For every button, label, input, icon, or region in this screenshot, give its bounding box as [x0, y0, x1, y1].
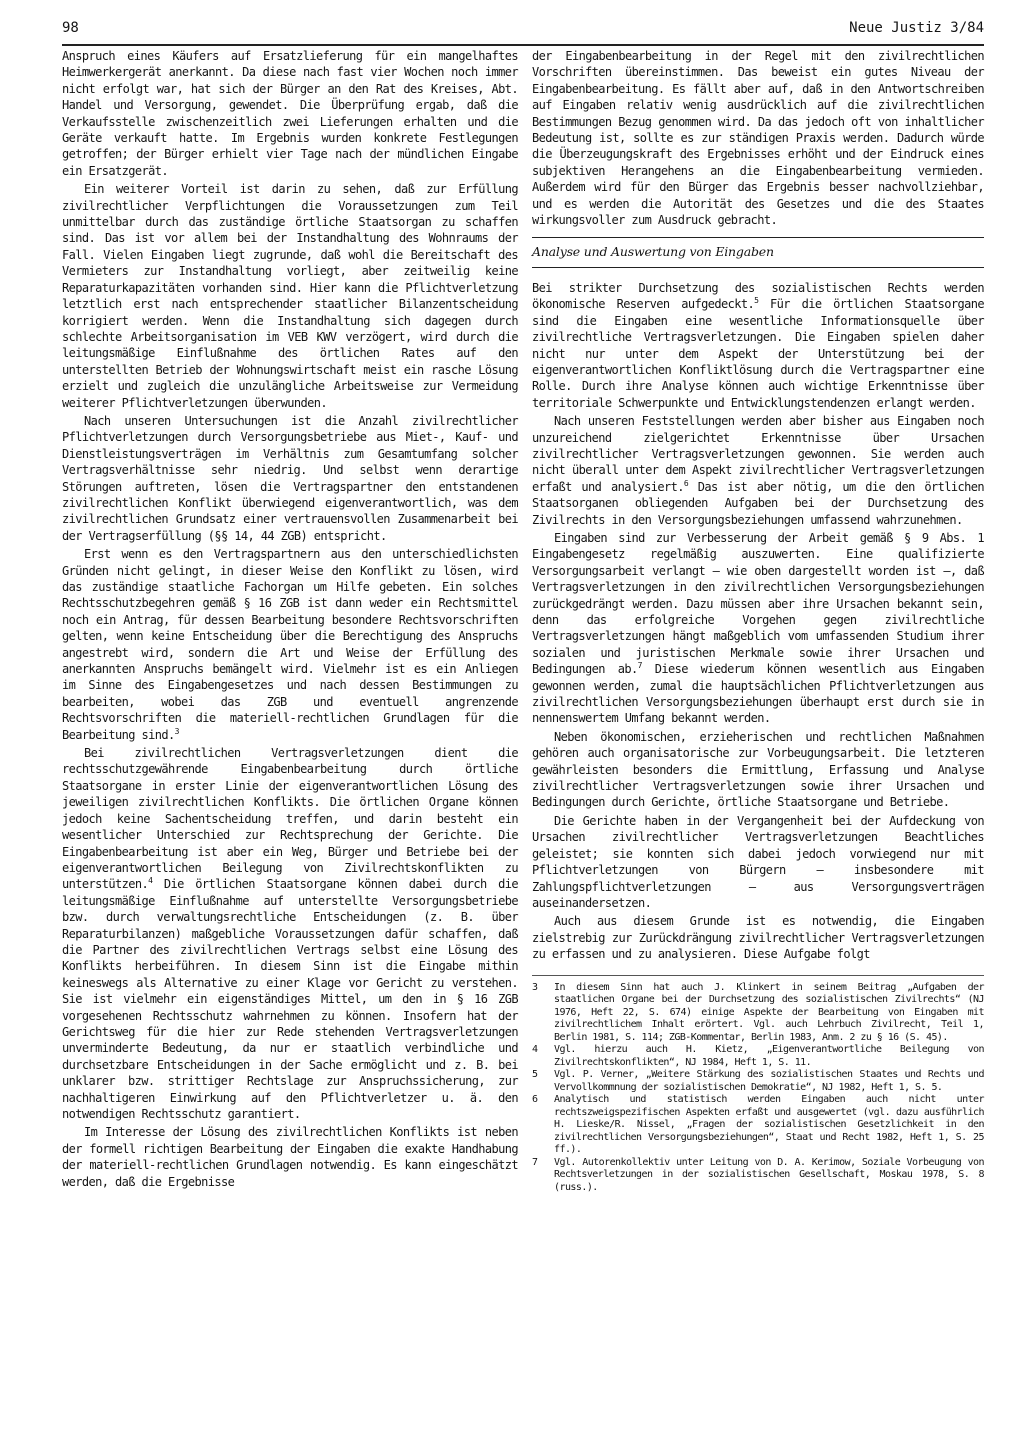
paragraph: Die Gerichte haben in der Vergangenheit bei der Aufdeckung von Ursachen zivilrechtlicher Vertragsverletzungen Beachtliches geleistet; sie konnten sich dabei jedoch vorwiegend nur mit Pflichtverletzungen von Bürgern – insbesondere mit Zahlungspflichtverletzungen – aus Versorgungsverträgen auseinandersetzen.: [532, 813, 984, 910]
footnote: [532, 1069, 984, 1094]
paragraph: [62, 745, 518, 1122]
paragraph-text: Bei zivilrechtlichen Vertragsverletzungen dient die rechtsschutzgewährende Eingabenbearbeitung durch örtliche Staatsorgane in erster Linie der eigenverantwortlichen Lösung des jeweiligen zivilrechtlichen Konflikts. Die örtlichen Organe können jedoch keine Sachentscheidung treffen, und darin besteht ein wesentlicher Unterschied zur Rechtsprechung der Gerichte. Die Eingabenbearbeitung ist aber ein Weg, Bürger und Betriebe bei der eigenverantwortlichen Beilegung von Zivilrechtskonflikten zu unterstützen.: [62, 746, 518, 892]
paragraph-text: Bei strikter Durchsetzung des sozialistischen Rechts werden ökonomische Reserven aufgedeckt.: [532, 280, 984, 312]
footnote-number: 5: [532, 1069, 538, 1081]
footnote-text: Vgl. hierzu auch H. Kietz, „Eigenverantwortliche Beilegung von Zivilrechtskonflikten“, NJ 1984, Heft 1, S. 11.: [554, 1044, 984, 1068]
footnote-text: Analytisch und statistisch werden Eingaben auch nicht unter rechtszweigspezifischen Aspekten erfaßt und ausgewertet (vgl. dazu ausführlich H. Lieske/R. Nissel, „Fragen der sozialistischen Gesetzlichkeit in den zivilrechtlichen Versorgungsbeziehungen“, Staat und Recht 1982, Heft 1, S. 25 ff.).: [554, 1094, 984, 1156]
page-header: [62, 14, 984, 46]
footnote-ref[interactable]: 7: [637, 661, 642, 671]
footnote-text: In diesem Sinn hat auch J. Klinkert in seinem Beitrag „Aufgaben der staatlichen Organe bei der Durchsetzung des sozialistischen Zivilrechts“ (NJ 1976, Heft 22, S. 674) einige Aspekte der Bearbeitung von Eingaben mit zivilrechtlichem Inhalt erörtert. Vgl. auch Lehrbuch Zivilrecht, Teil 1, Berlin 1981, S. 114; ZGB-Kommentar, Berlin 1983, Anm. 2 zu § 16 (S. 45).: [554, 981, 984, 1043]
paragraph: der Eingabenbearbeitung in der Regel mit den zivilrechtlichen Vorschriften übereinstimmen. Das beweist ein gutes Niveau der Eingabenbearbeitung. Es fällt aber auf, daß in den Antwortschreiben auf Eingaben relativ wenig ausdrücklich auf die zivilrechtlichen Bestimmungen Bezug genommen wird. Da das jedoch oft von inhaltlicher Bedeutung ist, sollte es zur ständigen Praxis werden. Dadurch würde die Überzeugungskraft des Ergebnisses erhöht und der Eindruck eines subjektiven Herangehens an die Eingabenbearbeitung vermieden. Außerdem wird für den Bürger das Ergebnis besser nachvollziehbar, und es werden die Autorität des Gesetzes und die des Staates wirkungsvoller zum Ausdruck gebracht.: [532, 49, 984, 228]
paragraph-text: Eingaben sind zur Verbesserung der Arbeit gemäß § 9 Abs. 1 Eingabengesetz regelmäßig auszuwerten. Eine qualifizierte Versorgungsarbeit verlangt – wie oben dargestellt worden ist –, daß Vertragsverletzungen in den zivilrechtlichen Versorgungsbeziehungen zurückgedrängt werden. Dazu müssen aber ihre Ursachen bekannt sein, denn das erfolgreiche Vorgehen gegen zivilrechtliche Vertragsverletzungen hängt maßgeblich vom umfassenden Studium ihrer sozialen und juristischen Merkmale sowie ihrer Ursachen und Bedingungen ab.: [532, 530, 984, 677]
footnote-number: 6: [532, 1094, 538, 1106]
footnote-ref[interactable]: 6: [683, 478, 689, 488]
footnote: [532, 1157, 984, 1195]
paragraph: Im Interesse der Lösung des zivilrechtlichen Konflikts ist neben der formell richtigen Bearbeitung der Eingaben die exakte Handhabung der materiell-rechtlichen Grundlagen notwendig. Es kann eingeschätzt werden, daß die Ergebnisse: [62, 1125, 518, 1189]
paragraph: Auch aus diesem Grunde ist es notwendig, die Eingaben zielstrebig zur Zurückdrängung zivilrechtlicher Vertragsverletzungen zu erfassen und zu analysieren. Diese Aufgabe folgt: [532, 914, 984, 962]
footnote-ref[interactable]: 4: [148, 876, 153, 886]
paragraph-text: Die örtlichen Staatsorgane können dabei durch die leitungsmäßige Einflußnahme auf unterstellte Versorgungsbetriebe bzw. durch verwaltungsrechtliche Entscheidungen (z. B. über Reparaturbilanzen) maßgebliche Voraussetzungen dafür schaffen, daß die Partner des zivilrechtlichen Vertrags selbst eine Lösung des Konflikts herbeiführen. In diesem Sinn ist die Eingabe mithin keineswegs als Alternative zu einer Klage vor Gericht zu verstehen. Sie ist vielmehr ein eigenständiges Mittel, um den in § 16 ZGB vorgesehenen Rechtsschutz wahrnehmen zu können. Insofern hat der Gerichtsweg für die hier zur Rede stehenden Vertragsverletzungen unverminderte Bedeutung, da nur er staatlich verbindliche und durchsetzbare Entscheidungen in der Sache ermöglicht und z. B. bei unklarer bzw. strittiger Rechtslage zur Anspruchssicherung, zur nachhaltigeren Einwirkung auf den Pflichtverletzer u. ä. den notwendigen Rechtsschutz garantiert.: [62, 877, 518, 1121]
footnote: [532, 1094, 984, 1157]
footnote-number: 4: [532, 1044, 538, 1056]
paragraph: [532, 280, 984, 411]
footnotes: [532, 975, 984, 1195]
paragraph: Neben ökonomischen, erzieherischen und rechtlichen Maßnahmen gehören auch organisatorische zur Vorbeugungsarbeit. Die letzteren gewährleisten besonders die Ermittlung, Erfassung und Analyse zivilrechtlicher Vertragsverletzungen sowie ihrer Ursachen und Bedingungen durch Gerichte, örtliche Staatsorgane und Betriebe.: [532, 729, 984, 810]
footnote-ref[interactable]: 5: [754, 296, 759, 306]
footnote-text: Vgl. P. Verner, „Weitere Stärkung des sozialistischen Staates und Rechts und Vervollkommnung der sozialistischen Demokratie“, NJ 1982, Heft 1, S. 5.: [554, 1069, 984, 1093]
paragraph-text: Erst wenn es den Vertragspartnern aus den unterschiedlichsten Gründen nicht gelingt, in dieser Weise den Konflikt zu lösen, wird das zuständige staatliche Fachorgan um Hilfe gebeten. Ein solches Rechtsschutzbegehren gemäß § 16 ZGB ist dann weder ein Rechtsmittel noch ein Antrag, für dessen Bearbeitung besondere Rechtsvorschriften gelten, wenn keine Entscheidung über die Berechtigung des Anspruchs angestrebt wird, sondern die Art und Weise der Erfüllung des anerkannten Anspruchs bemängelt wird. Vielmehr ist es ein Anliegen im Sinne des Eingabengesetzes und nach dessen Bestimmungen zu bearbeiten, wobei das ZGB und eventuell angrenzende Rechtsvorschriften die materiell-rechtlichen Grundlagen für die Bearbeitung sind.: [62, 547, 518, 742]
footnote: [532, 1044, 984, 1069]
paragraph: Ein weiterer Vorteil ist darin zu sehen, daß zur Erfüllung zivilrechtlicher Verpflichtungen die Voraussetzungen zum Teil unmittelbar durch das zuständige örtliche Staatsorgan zu schaffen sind. Das ist vor allem bei der Instandhaltung des Wohnraums der Fall. Vielen Eingaben liegt zugrunde, daß wohl die Bereitschaft des Vermieters zur Instandhaltung vorliegt, aber zeitweilig keine Reparaturkapazitäten vorhanden sind. Hier kann die Pflichtverletzung letztlich erst nach entsprechender staatlicher Bilanzentscheidung korrigiert werden. Wenn die Instandhaltung sich dagegen durch schlechte Arbeitsorganisation im VEB KWV verzögert, wird durch die leitungsmäßige Einflußnahme des örtlichen Rates auf den unterstellten Betrieb der Wohnungswirtschaft meist ein rasche Lösung erzielt und zugleich die unzulängliche Arbeitsweise zur Vermeidung weiterer Pflichtverletzungen überwunden.: [62, 182, 518, 410]
paragraph-text: Nach unseren Feststellungen werden aber bisher aus Eingaben noch unzureichend zielgerichtet Erkenntnisse über Ursachen zivilrechtlicher Vertragsverletzungen gewonnen. Sie werden auch nicht überall unter dem Aspekt zivilrechtlicher Vertragsverletzungen erfaßt und analysiert.: [532, 414, 984, 494]
left-column: [62, 48, 518, 1190]
footnote-ref[interactable]: 3: [174, 726, 179, 736]
paragraph: Nach unseren Untersuchungen ist die Anzahl zivilrechtlicher Pflichtverletzungen durch Versorgungsbetriebe aus Miet-, Kauf- und Dienstleistungsverträgen im Verhältnis zum Gesamtumfang solcher Vertragsverhältnisse sehr niedrig. Und selbst wenn derartige Störungen auftreten, lösen die Vertragspartner den entstandenen zivilrechtlichen Konflikt überwiegend eigenverantwortlich, was dem zivilrechtlichen Grundsatz einer vertrauensvollen Zusammenarbeit bei der Vertragserfüllung (§§ 14, 44 ZGB) entspricht.: [62, 413, 518, 543]
paragraph: Anspruch eines Käufers auf Ersatzlieferung für ein mangelhaftes Heimwerkergerät anerkannt. Da diese nach fast vier Wochen noch immer nicht erfolgt war, hat sich der Bürger an den Rat des Kreises, Abt. Handel und Versorgung, gewendet. Die Überprüfung ergab, daß die Verkaufsstelle zwischenzeitlich zwei Lieferungen erhalten und die Geräte verkauft hatte. Im Ergebnis wurden konkrete Festlegungen getroffen; der Bürger erhielt vier Tage nach der mündlichen Eingabe ein Ersatzgerät.: [62, 49, 518, 178]
journal-issue: Neue Justiz 3/84: [849, 20, 984, 36]
page-number: 98: [62, 20, 79, 36]
section-heading: Analyse und Auswertung von Eingaben: [532, 237, 984, 267]
paragraph: [532, 413, 984, 528]
footnote-number: 7: [532, 1156, 538, 1168]
paragraph-text: Das ist aber nötig, um die den örtlichen Staatsorganen obliegenden Aufgaben bei der Durchsetzung des Zivilrechts in den Versorgungsbeziehungen umfassend wahrzunehmen.: [532, 479, 984, 527]
footnote: [532, 982, 984, 1045]
footnote-number: 3: [532, 981, 538, 993]
right-column: [532, 48, 984, 1194]
paragraph-text: Diese wiederum können wesentlich aus Eingaben gewonnen werden, zumal die hauptsächlichen Pflichtverletzungen aus zivilrechtlichen Versorgungsbeziehungen überhaupt erst durch sie in nennenswertem Umfang bekannt werden.: [532, 662, 984, 726]
paragraph-text: Für die örtlichen Staatsorgane sind die Eingaben eine wesentliche Informationsquelle über zivilrechtliche Vertragsverletzungen. Die Eingaben spielen daher nicht nur unter dem Aspekt der Unterstützung bei der eigenverantwortlichen Konfliktlösung durch die Vertragspartner eine Rolle. Durch ihre Analyse können auch wichtige Erkenntnisse über territoriale Schwerpunkte und Entwicklungstendenzen erlangt werden.: [532, 297, 984, 410]
paragraph: [532, 530, 984, 727]
paragraph: [62, 546, 518, 743]
footnote-text: Vgl. Autorenkollektiv unter Leitung von D. A. Kerimow, Soziale Vorbeugung von Rechtsverletzungen in der sozialistischen Gesellschaft, Moskau 1978, S. 8 (russ.).: [554, 1156, 984, 1193]
